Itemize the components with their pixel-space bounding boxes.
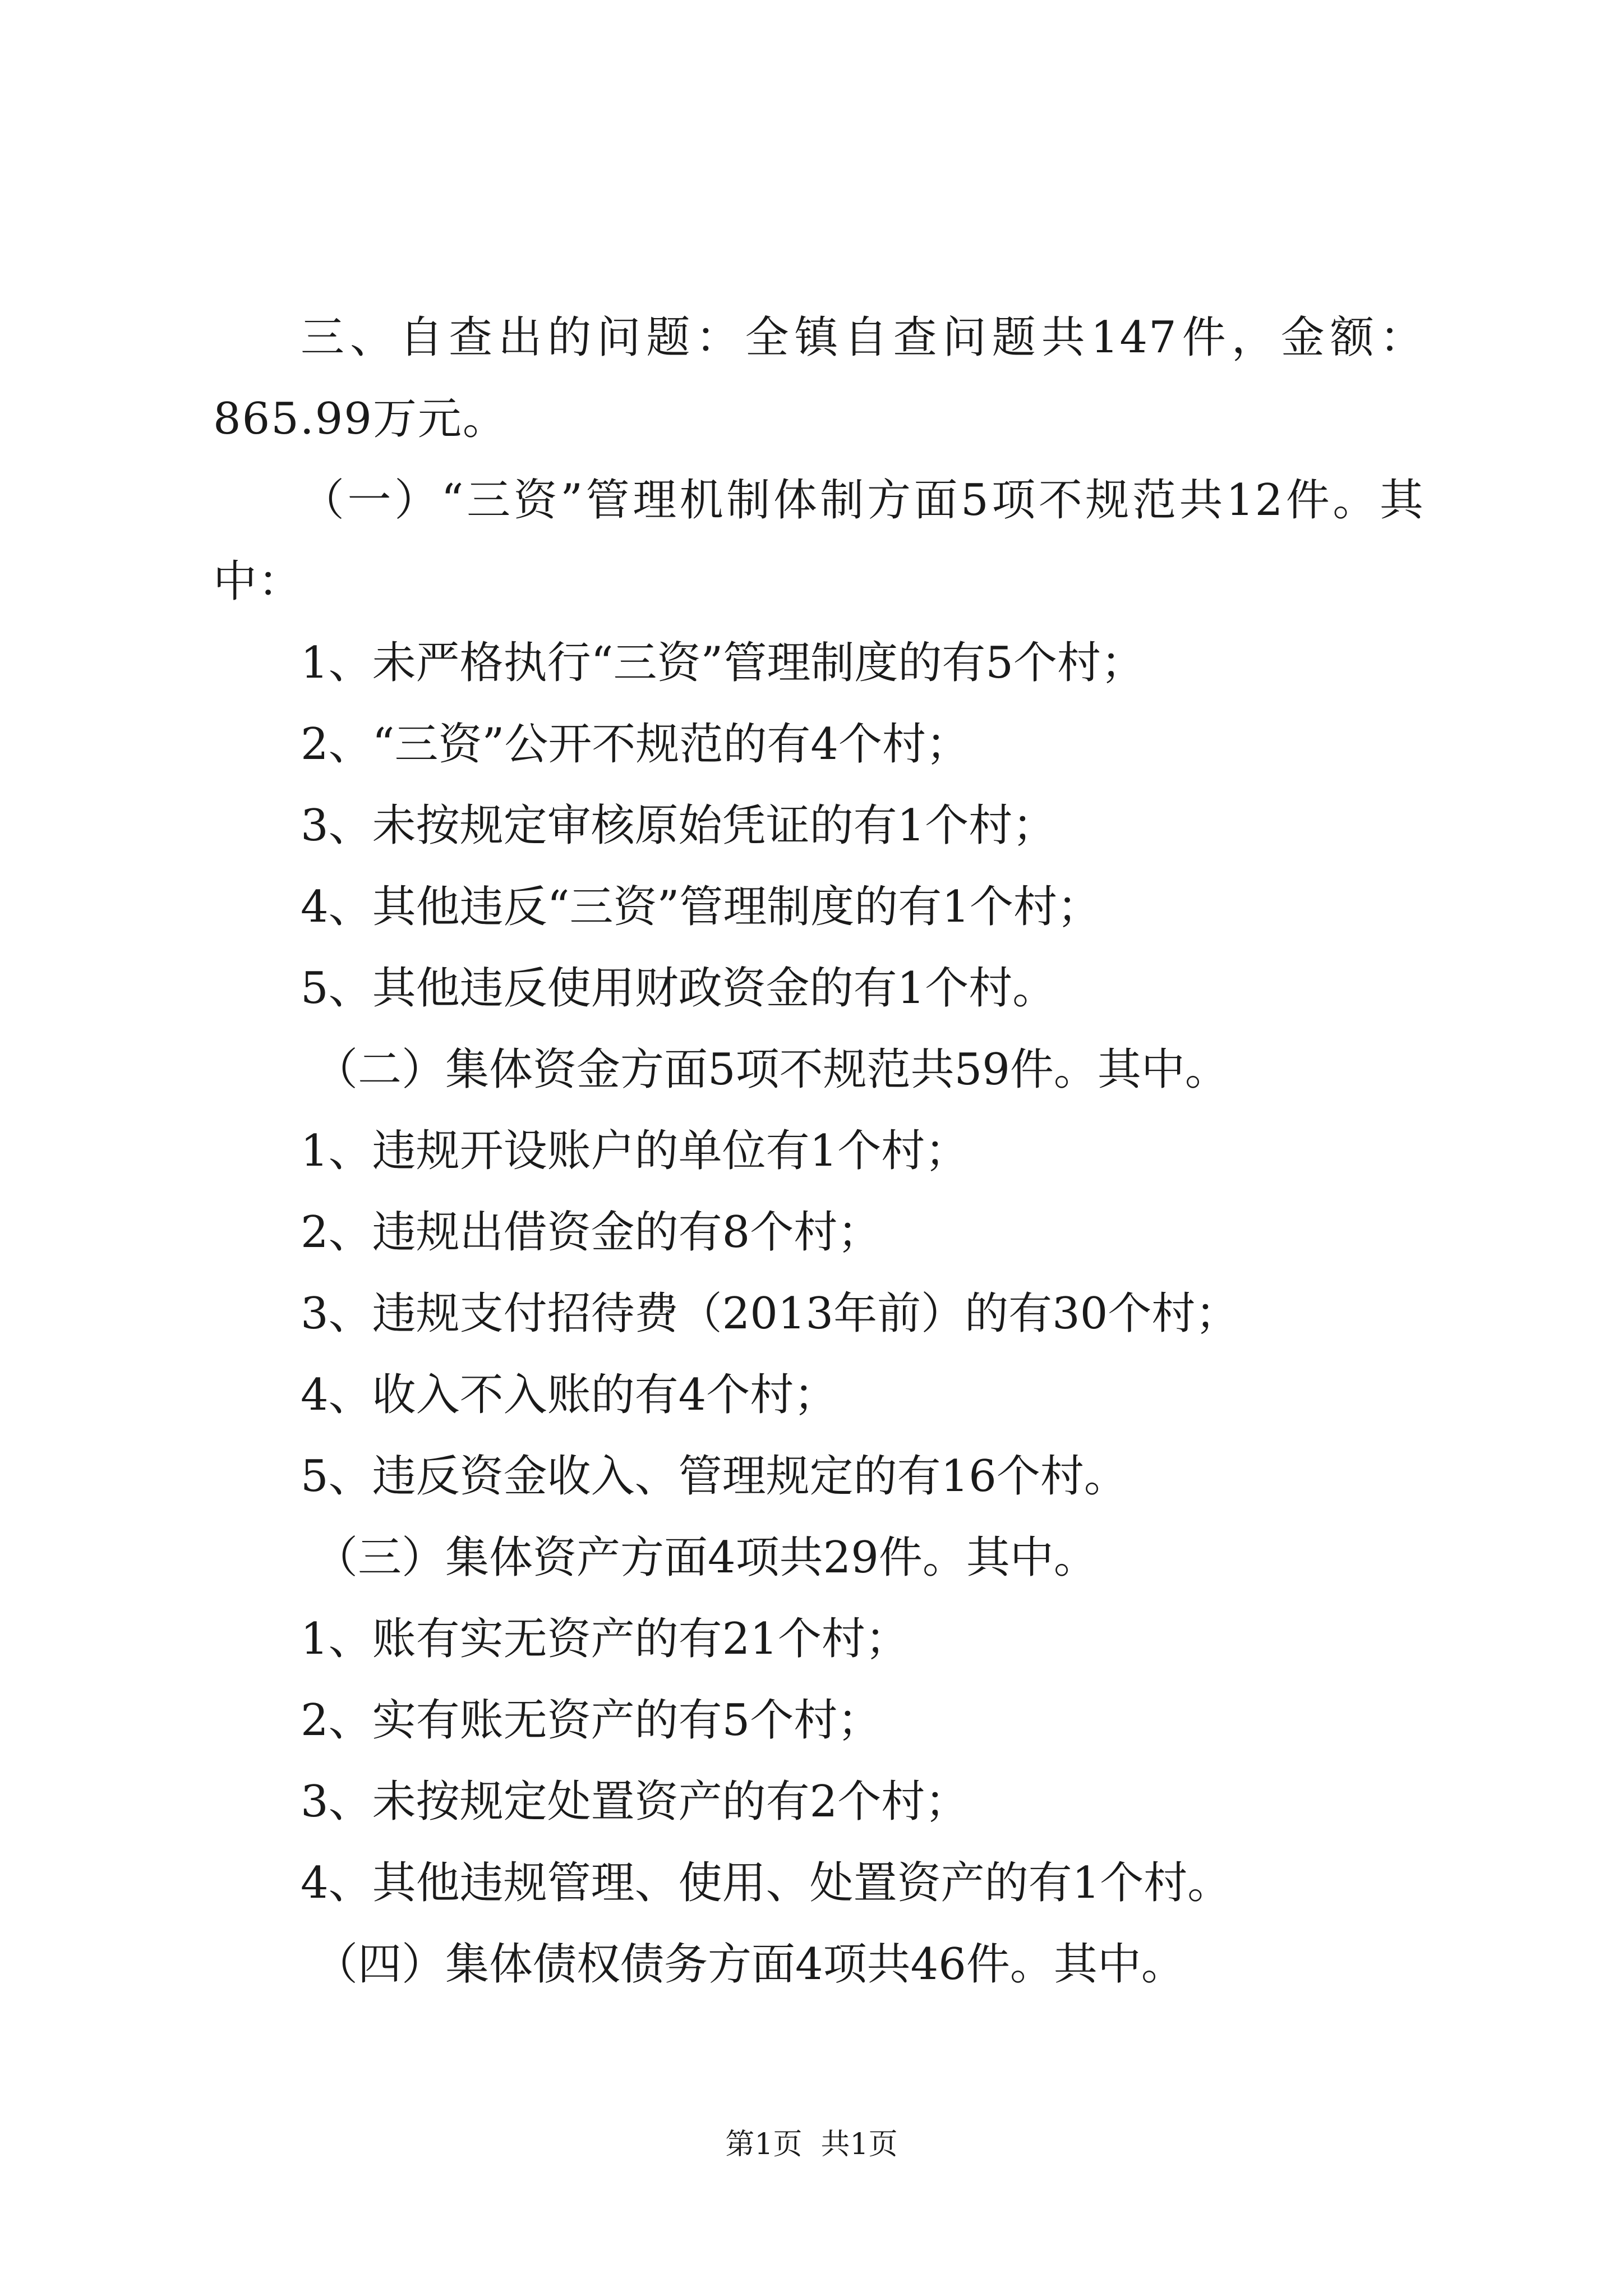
list-item: 4、其他违反“三资”管理制度的有1个村； bbox=[301, 882, 1101, 932]
intro-paragraph: 三、自查出的问题：全镇自查问题共147件，金额：865.99万元。 bbox=[213, 312, 1424, 444]
document-body bbox=[213, 297, 1424, 2005]
section-heading: （三）集体资产方面4项共29件。其中。 bbox=[314, 1533, 1098, 1583]
list-item: 1、未严格执行“三资”管理制度的有5个村； bbox=[301, 638, 1145, 688]
list-item: 5、违反资金收入、管理规定的有16个村。 bbox=[301, 1451, 1128, 1502]
list-item: 4、收入不入账的有4个村； bbox=[301, 1370, 838, 1420]
list-item: 4、其他违规管理、使用、处置资产的有1个村。 bbox=[301, 1858, 1232, 1908]
section-heading: （一）“三资”管理机制体制方面5项不规范共12件。其中： bbox=[213, 475, 1424, 607]
list-item: 3、未按规定审核原始凭证的有1个村； bbox=[301, 800, 1057, 851]
list-item: 3、未按规定处置资产的有2个村； bbox=[301, 1777, 969, 1827]
list-item: 2、违规出借资金的有8个村； bbox=[301, 1207, 882, 1258]
list-item: 3、违规支付招待费（2013年前）的有30个村； bbox=[301, 1289, 1239, 1339]
list-item: 5、其他违反使用财政资金的有1个村。 bbox=[301, 963, 1057, 1014]
list-item: 2、“三资”公开不规范的有4个村； bbox=[301, 719, 970, 770]
list-item: 2、实有账无资产的有5个村； bbox=[301, 1695, 882, 1746]
page-footer: 第1页 共1页 bbox=[725, 2128, 898, 2161]
list-item: 1、账有实无资产的有21个村； bbox=[301, 1614, 909, 1664]
section-heading: （四）集体债权债务方面4项共46件。其中。 bbox=[314, 1939, 1185, 1990]
list-item: 1、违规开设账户的单位有1个村； bbox=[301, 1126, 969, 1176]
section-heading: （二）集体资金方面5项不规范共59件。其中。 bbox=[314, 1045, 1229, 1095]
